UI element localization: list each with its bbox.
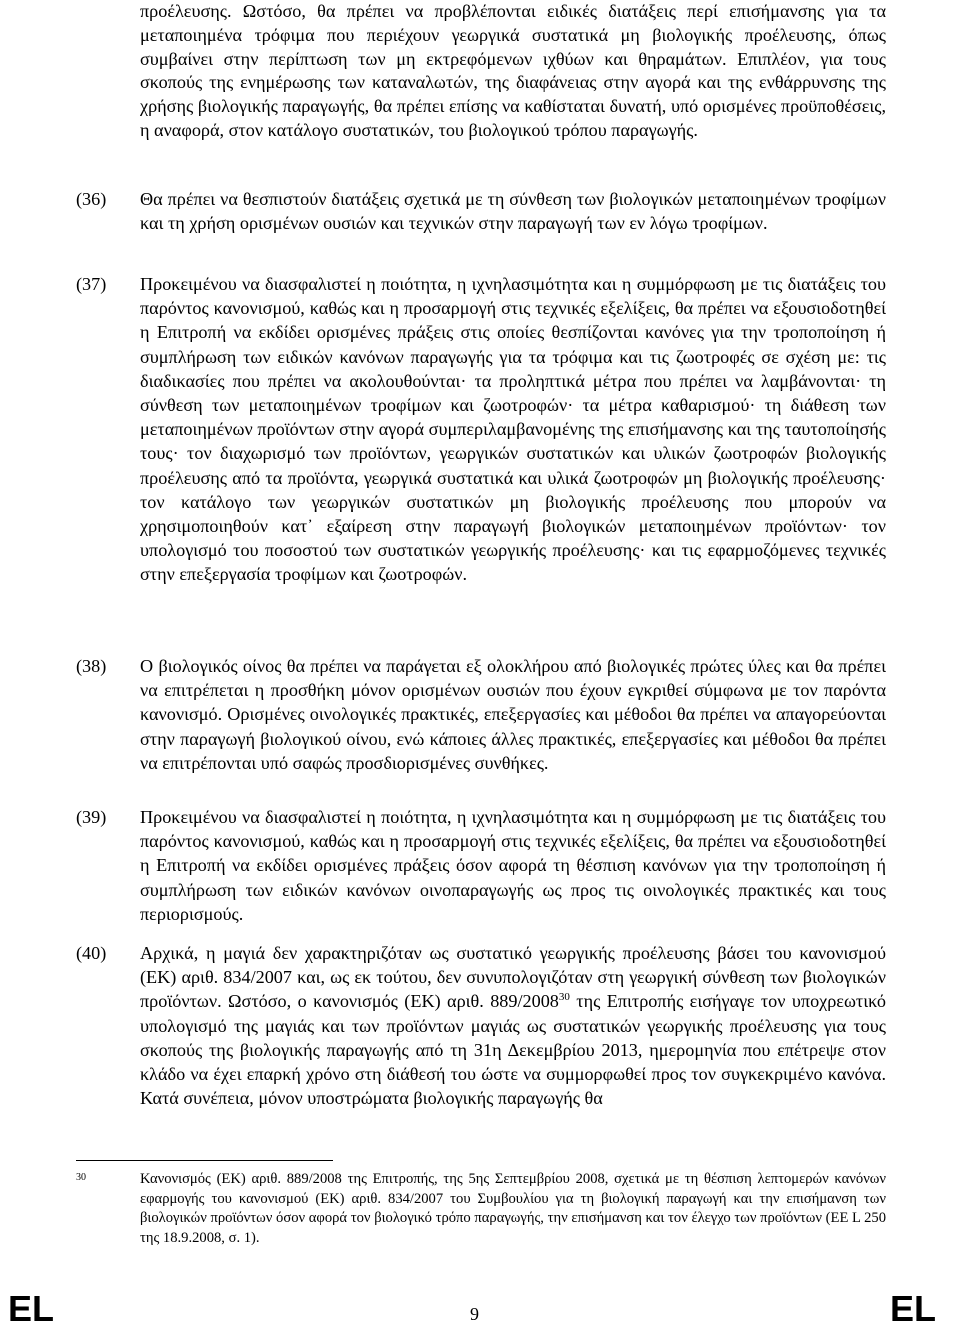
page-number: 9 <box>470 1304 479 1324</box>
continued-paragraph <box>140 0 886 143</box>
paragraph-40-text-start: Αρχικά, η μαγιά δεν χαρακτηριζόταν ως συστατικό γεωργικής προέλευσης βάσει του κανονισμού (ΕΚ) αριθ. 834/2007 και, ως εκ τούτου, δεν συνυπολογιζόταν στη γεωργική σύνθεση των βιολογικών προϊόντων. Ωστόσο, ο κανονισμός (ΕΚ) αριθ. 889/2008 <box>140 943 886 1012</box>
paragraph-text-37: Προκειμένου να διασφαλιστεί η ποιότητα, η ιχνηλασιμότητα και η συμμόρφωση με τις διατάξεις του παρόντος κανονισμού, καθώς και η προσαρμογή στις τεχνικές εξελίξεις, θα πρέπει να εξουσιοδοτηθεί η Επιτροπή να εκδίδει ορισμένες πράξεις στις οποίες θεσπίζονται κανόνες για την τροποποίηση ή συμπλήρωση των ειδικών κανόνων παραγωγής για τα τρόφιμα και τις ζωοτροφές σε σχέση με: τις διαδικασίες που πρέπει να ακολουθούνται· τα προληπτικά μέτρα που πρέπει να λαμβάνονται· τη σύνθεση των μεταποιημένων τροφίμων και ζωοτροφών· τα μέτρα καθαρισμού· τη διάθεση των μεταποιημένων προϊόντων στην αγορά συμπεριλαμβανομένης της επισήμανσης και της ταυτοποίησής τους· τον διαχωρισμό των προϊόντων, γεωργικών συστατικών και υλικών ζωοτροφών βιολογικής προέλευσης από τα προϊόντα, γεωργικά συστατικά και υλικά ζωοτροφών μη βιολογικής προέλευσης· τον κατάλογο των γεωργικών συστατικών μη βιολογικής προέλευσης που μπορούν να χρησιμοποιηθούν κατ᾽ εξαίρεση στην παραγωγή βιολογικών μεταποιημένων προϊόντων· τον υπολογισμό του ποσοστού των συστατικών γεωργικής προέλευσης· και τις εφαρμοζόμενες τεχνικές στην επεξεργασία τροφίμων και ζωοτροφών. <box>140 274 886 585</box>
paragraph-number-37: (37) <box>76 274 107 294</box>
paragraph-number-40: (40) <box>76 943 107 963</box>
intro-text-1: προέλευσης. Ωστόσο, θα πρέπει να προβλέπονται ειδικές διατάξεις περί επισήμανσης για τα μεταποιημένα τρόφιμα που περιέχουν γεωργικά συστατικά μη βιολογικής προέλευσης, όπως συμβαίνει στην περίπτωση των μη εκτρεφόμενων ιχθύων και θηραμάτων. <box>140 1 886 69</box>
footnote-reference[interactable]: 30 <box>558 991 570 1004</box>
language-code-right: EL <box>890 1288 937 1329</box>
paragraph-text-36: Θα πρέπει να θεσπιστούν διατάξεις σχετικά με τη σύνθεση των βιολογικών μεταποιημένων τροφίμων και τη χρήση ορισμένων ουσιών και τεχνικών στην παραγωγή των εν λόγω τροφίμων. <box>140 189 886 234</box>
footnote-number: 30 <box>76 1172 86 1183</box>
language-code-left: EL <box>8 1288 55 1329</box>
paragraph-text-40 <box>140 941 886 1110</box>
intro-text-2: Επιπλέον, για τους σκοπούς της ενημέρωσης των καταναλωτών, της διαφάνειας στην αγορά και της ενθάρρυνσης της χρήσης βιολογικής παραγωγής, θα πρέπει επίσης να καθίσταται δυνατή, υπό ορισμένες προϋποθέσεις, η αναφορά, στον κατάλογο συστατικών, του βιολογικού τρόπου παραγωγής. <box>140 48 886 140</box>
paragraph-text-38: Ο βιολογικός οίνος θα πρέπει να παράγεται εξ ολοκλήρου από βιολογικές πρώτες ύλες και θα πρέπει να επιτρέπεται η προσθήκη μόνον ορισμένων ουσιών που έχουν εγκριθεί σύμφωνα με τον παρόντα κανονισμό. Ορισμένες οινολογικές πρακτικές, επεξεργασίες και μέθοδοι θα πρέπει να απαγορεύονται στην παραγωγή βιολογικού οίνου, ενώ κάποιες άλλες πρακτικές, επεξεργασίες και μέθοδοι θα πρέπει να επιτρέπονται υπό σαφώς προσδιορισμένες συνθήκες. <box>140 656 886 773</box>
footnote-separator <box>76 1160 333 1161</box>
paragraph-number-39: (39) <box>76 807 107 827</box>
paragraph-number-38: (38) <box>76 656 107 676</box>
footnote-text: Κανονισμός (ΕΚ) αριθ. 889/2008 της Επιτροπής, της 5ης Σεπτεμβρίου 2008, σχετικά με τη θέσπιση λεπτομερών κανόνων εφαρμογής του κανονισμού (ΕΚ) αριθ. 834/2007 του Συμβουλίου για τη βιολογική παραγωγή και την επισήμανση των βιολογικών προϊόντων όσον αφορά τον βιολογικό τρόπο παραγωγής, την επισήμανση και τον έλεγχο των προϊόντων (ΕΕ L 250 της 18.9.2008, σ. 1). <box>140 1171 886 1246</box>
paragraph-40-text-end: της Επιτροπής εισήγαγε τον υποχρεωτικό υπολογισμό της μαγιάς και των προϊόντων μαγιάς ως συστατικών γεωργικής προέλευσης για τους σκοπούς της βιολογικής παραγωγής από τη 31η Δεκεμβρίου 2013, ημερομηνία που επέτρεψε στον κλάδο να έχει επαρκή χρόνο στη διάθεσή του ώστε να συμμορφωθεί προς τον συγκεκριμένο κανόνα. Κατά συνέπεια, μόνον υποστρώματα βιολογικής παραγωγής θα <box>140 991 886 1109</box>
paragraph-text-39: Προκειμένου να διασφαλιστεί η ποιότητα, η ιχνηλασιμότητα και η συμμόρφωση με τις διατάξεις του παρόντος κανονισμού, καθώς και η προσαρμογή στις τεχνικές εξελίξεις, θα πρέπει να εξουσιοδοτηθεί η Επιτροπή να εκδίδει ορισμένες πράξεις όσον αφορά τη θέσπιση κανόνων για την τροποποίηση ή συμπλήρωση των ειδικών κανόνων οινοπαραγωγής ως προς τις οινολογικές πρακτικές και τους περιορισμούς. <box>140 807 886 924</box>
paragraph-number-36: (36) <box>76 189 107 209</box>
